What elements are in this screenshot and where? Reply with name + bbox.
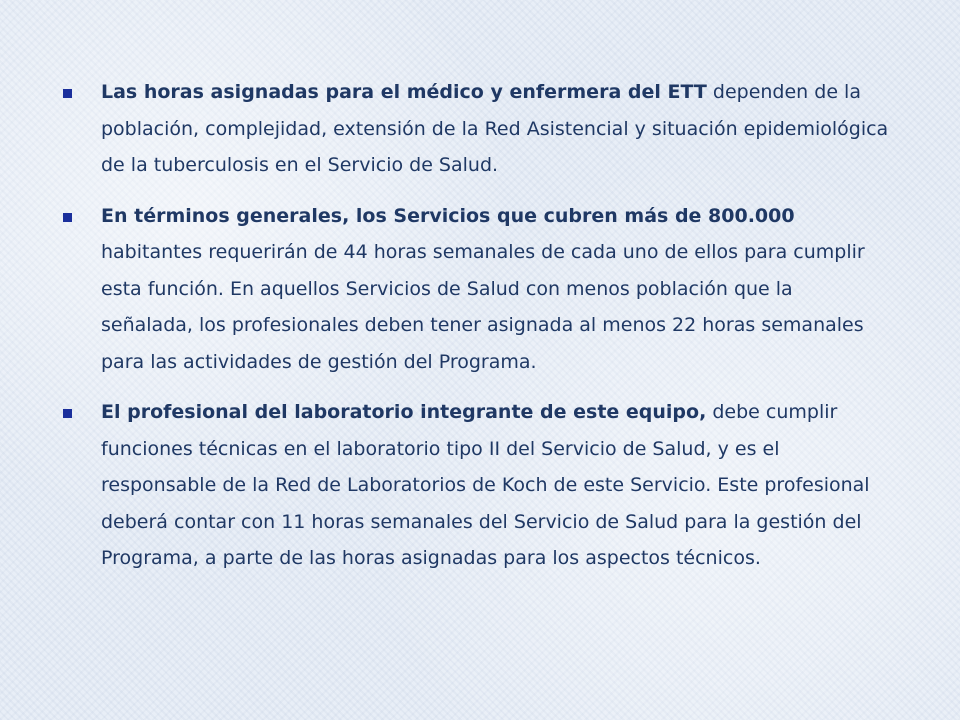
bullet-item-general-terms [60, 198, 890, 381]
square-bullet-icon [63, 89, 72, 98]
bullet-bold-text: En términos generales, los Servicios que cubren más de 800.000 [101, 204, 795, 227]
square-bullet-icon [63, 213, 72, 222]
bullet-item-lab-professional [60, 394, 890, 577]
bullet-body-text: debe cumplir funciones técnicas en el laboratorio tipo II del Servicio de Salud, y es el responsable de la Red de Laboratorios de Koch de este Servicio. Este profesional deberá contar con 11 horas semanales del Servicio de Salud para la gestión del Programa, a parte de las horas asignadas para los aspectos técnicos. [101, 401, 870, 569]
bullet-bold-text: Las horas asignadas para el médico y enfermera del ETT [101, 81, 707, 103]
bullet-item-ett-hours [60, 74, 890, 184]
bullet-body-text: habitantes requerirán de 44 horas semanales de cada uno de ellos para cumplir esta función. En aquellos Servicios de Salud con menos población que la señalada, los profesionales deben tener asignada al menos 22 horas semanales para las actividades de gestión del Programa. [101, 241, 865, 373]
bullet-body-text: dependen de la población, complejidad, extensión de la Red Asistencial y situación epidemiológica de la tuberculosis en el Servicio de Salud. [101, 81, 889, 176]
square-bullet-icon [63, 409, 72, 418]
bullet-list [60, 74, 890, 591]
bullet-bold-text: El profesional del laboratorio integrante de este equipo, [101, 401, 707, 423]
